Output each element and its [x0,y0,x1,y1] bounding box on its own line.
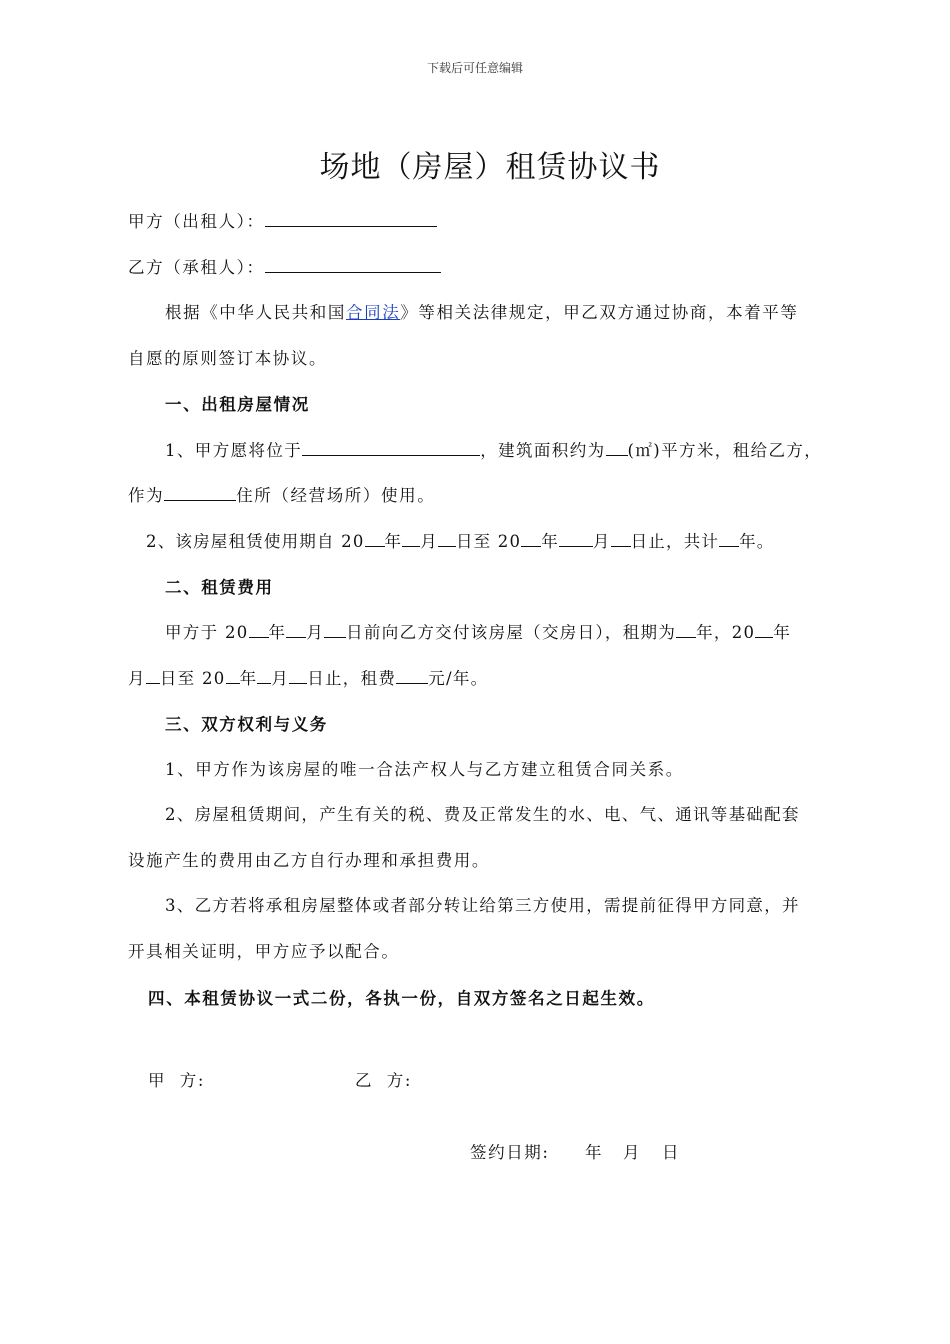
section2-line2 [128,665,488,689]
blank [521,530,541,547]
term-text: 日止，共计 [630,532,720,551]
term-text: 年。 [739,532,775,551]
item1-line2-b: 住所（经营场所）使用。 [236,486,436,505]
item1-text-b: ，建筑面积约为 [480,441,606,460]
sign-date-year: 年 [585,1143,604,1162]
blank [324,621,346,638]
fee-text: 年，20 [696,623,756,642]
blank [286,621,306,638]
blank [396,667,428,684]
blank [257,667,271,684]
sign-date-month: 月 [623,1143,642,1162]
term-text: 月 [592,532,611,551]
section2-heading: 二、租赁费用 [165,578,274,597]
contract-law-link[interactable]: 合同法 [346,303,401,322]
sign-date-label: 签约日期: [470,1143,550,1162]
area-blank [606,439,628,456]
section2-line1 [165,619,791,643]
fee-text: 甲方于 20 [165,623,249,642]
blank [402,530,420,547]
fee-text: 年 [773,623,792,642]
party-a-blank [265,210,437,227]
party-b-signature-label: 乙 方: [355,1071,413,1090]
party-b-blank [265,256,441,273]
party-b-line [128,254,441,278]
section3-item3-line2: 开具相关证明，甲方应予以配合。 [128,942,400,961]
blank [249,621,269,638]
fee-text: 日前向乙方交付该房屋（交房日），租期为 [346,623,677,642]
fee-text: 月 [128,669,146,688]
section4-clause: 四、本租赁协议一式二份，各执一份，自双方签名之日起生效。 [148,989,655,1008]
intro-text-pre: 根据《中华人民共和国 [165,303,346,322]
blank [226,667,240,684]
section1-item2 [146,528,775,552]
fee-text: 元/年。 [428,669,489,688]
fee-text: 月 [271,669,290,688]
document-title: 场地（房屋）租赁协议书 [319,150,661,185]
section1-item1 [165,437,822,461]
item1-text-a: 1、甲方愿将位于 [165,441,303,460]
party-a-signature-label: 甲 方: [148,1071,206,1090]
section3-item3-line1: 3、乙方若将承租房屋整体或者部分转让给第三方使用，需提前征得甲方同意，并 [165,896,800,915]
blank [559,530,593,547]
fee-text: 日止，租费 [307,669,397,688]
item1-line2-a: 作为 [128,486,165,505]
intro-line1 [165,299,799,323]
section1-item1-line2 [128,482,435,506]
blank [289,667,307,684]
blank [438,530,456,547]
intro-text-post: 》等相关法律规定，甲乙双方通过协商，本着平等 [400,303,799,322]
party-a-line [128,208,437,232]
term-text: 2、该房屋租赁使用期自 20 [146,532,365,551]
section3-item1: 1、甲方作为该房屋的唯一合法产权人与乙方建立租赁合同关系。 [165,760,684,779]
section1-heading: 一、出租房屋情况 [165,395,310,414]
blank [365,530,385,547]
location-blank [302,439,480,456]
section3-item2-line1: 2、房屋租赁期间，产生有关的税、费及正常发生的水、电、气、通讯等基础配套 [165,805,800,824]
term-text: 月 [420,532,438,551]
blank [146,667,160,684]
fee-text: 年 [239,669,258,688]
term-text: 日至 20 [455,532,522,551]
sign-date-day: 日 [662,1143,681,1162]
blank [676,621,696,638]
section3-heading: 三、双方权利与义务 [165,715,328,734]
item1-text-c: (㎡)平方米，租给乙方， [627,441,823,460]
term-text: 年 [384,532,403,551]
intro-line2: 自愿的原则签订本协议。 [128,349,328,368]
blank [719,530,739,547]
header-note: 下载后可任意编辑 [426,61,523,75]
fee-text: 年 [268,623,287,642]
blank [611,530,631,547]
party-b-label: 乙方（承租人）： [128,258,265,277]
term-text: 年 [541,532,559,551]
fee-text: 日至 20 [159,669,226,688]
section3-item2-line2: 设施产生的费用由乙方自行办理和承担费用。 [128,851,490,870]
party-a-label: 甲方（出租人）： [128,212,265,231]
use-blank [164,484,236,501]
fee-text: 月 [306,623,325,642]
blank [755,621,773,638]
